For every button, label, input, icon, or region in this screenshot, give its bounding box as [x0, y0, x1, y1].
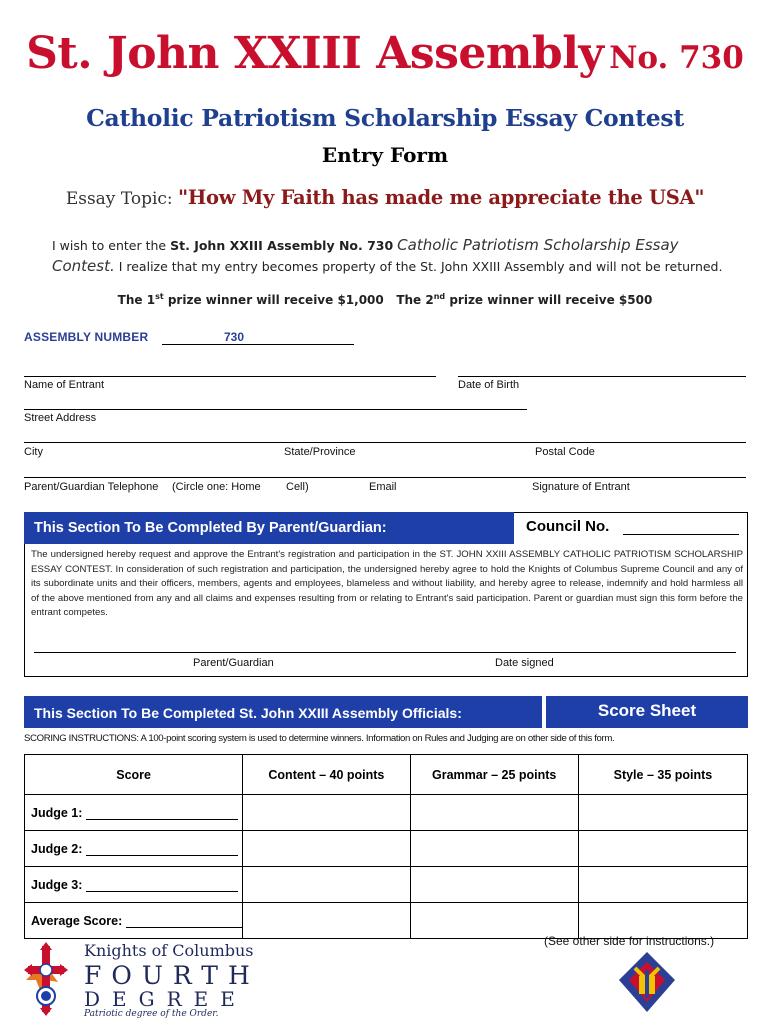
- scoring-instructions: SCORING INSTRUCTIONS: A 100-point scoring system is used to determine winners. Information on Rules and Judging are on other side of this form.: [24, 733, 615, 744]
- knights-of-columbus-logo: [22, 940, 262, 1018]
- signature-label: Signature of Entrant: [532, 481, 630, 493]
- score-sheet-header: Score Sheet: [546, 696, 748, 728]
- prize-first-sup: st: [155, 292, 164, 301]
- average-score-line[interactable]: [126, 927, 242, 928]
- judge-3-label: Judge 3:: [31, 877, 83, 892]
- city-state-postal-field[interactable]: [24, 442, 746, 443]
- form-name: Entry Form: [321, 143, 449, 167]
- judge-2-cell[interactable]: [25, 831, 243, 867]
- prize-second-a: The 2: [396, 293, 434, 307]
- officials-section-header: This Section To Be Completed St. John XXIII Assembly Officials:: [24, 696, 542, 728]
- table-row: [25, 795, 748, 831]
- score-table-header: [25, 755, 748, 795]
- col-score: Score: [25, 755, 243, 795]
- dob-field[interactable]: [458, 376, 746, 377]
- kc-line2: FOURTH: [84, 961, 260, 990]
- judge-2-label: Judge 2:: [31, 841, 83, 856]
- judge-2-style[interactable]: [578, 831, 747, 867]
- col-content: Content – 40 points: [243, 755, 410, 795]
- parent-signature-field[interactable]: [34, 652, 736, 653]
- kc-line1: Knights of Columbus: [84, 941, 254, 960]
- circle-label: (Circle one: Home: [172, 481, 261, 493]
- judge-1-line[interactable]: [86, 819, 238, 820]
- see-other-side-note: (See other side for instructions.): [544, 934, 715, 948]
- score-table: [24, 754, 748, 939]
- fourth-degree-cross-icon: [24, 942, 68, 1016]
- council-number-label: Council No.: [526, 518, 610, 535]
- release-paragraph: The undersigned hereby request and approve the Entrant's registration and participation in the ST. JOHN XXIII ASSEMBLY CATHOLIC PATRIOTISM SCHOLARSHIP ESSAY CONTEST. In consideration of such registration and participation, the undersigned hereby agree to hold the Knights of Columbus Supreme Council and any of its subordinate units and their officers, members, agents and employees, blameless and without liability, and hereby agree to release, indemnify and hold harmless all of the above mentioned from any and all claims and expenses resulting from or relating to Entrant's said participation. Parent or guardian must sign this form before the entrant competes.: [31, 549, 743, 619]
- intro-assembly-name: St. John XXIII Assembly No. 730: [170, 238, 394, 253]
- street-field[interactable]: [24, 409, 527, 410]
- intro-contest-name: Catholic Patriotism Scholarship Essay Contest.: [52, 236, 679, 275]
- judge-3-style[interactable]: [578, 867, 747, 903]
- judge-3-line[interactable]: [86, 891, 238, 892]
- judge-3-grammar[interactable]: [410, 867, 578, 903]
- name-field[interactable]: [24, 376, 436, 377]
- average-score-label: Average Score:: [31, 913, 123, 928]
- email-label: Email: [369, 481, 397, 493]
- prize-first-b: prize winner will receive $1,000: [167, 293, 384, 307]
- intro-part1: I wish to enter the: [52, 238, 167, 253]
- phone-label: Parent/Guardian Telephone: [24, 481, 159, 493]
- council-number-field[interactable]: [623, 534, 739, 535]
- col-style: Style – 35 points: [578, 755, 747, 795]
- assembly-number-label: ASSEMBLY NUMBER: [24, 330, 149, 344]
- judge-2-line[interactable]: [86, 855, 238, 856]
- table-row: [25, 831, 748, 867]
- assembly-number-value: 730: [224, 330, 245, 344]
- page-title: [0, 28, 770, 79]
- judge-1-style[interactable]: [578, 795, 747, 831]
- topic-label: Essay Topic:: [65, 189, 173, 209]
- prize-line: [0, 292, 770, 307]
- kc-line4: Patriotic degree of the Order.: [84, 1009, 219, 1018]
- judge-2-grammar[interactable]: [410, 831, 578, 867]
- col-grammar: Grammar – 25 points: [410, 755, 578, 795]
- parent-section-header: This Section To Be Completed By Parent/Guardian:: [24, 512, 514, 544]
- title-main: St. John XXIII Assembly: [26, 28, 604, 79]
- topic-value: "How My Faith has made me appreciate the USA": [178, 186, 705, 209]
- postal-label: Postal Code: [535, 446, 595, 458]
- prize-first-a: The 1: [117, 293, 156, 307]
- knights-of-columbus-emblem-icon: [617, 950, 677, 1014]
- intro-part2: I realize that my entry becomes property of the St. John XXIII Assembly and will not be returned.: [118, 259, 723, 274]
- title-number: No. 730: [609, 40, 744, 76]
- average-score-cell[interactable]: [25, 903, 243, 939]
- average-content[interactable]: [243, 903, 410, 939]
- judge-3-content[interactable]: [243, 867, 410, 903]
- street-label: Street Address: [24, 412, 97, 424]
- prize-second-sup: nd: [433, 292, 446, 301]
- city-label: City: [24, 446, 43, 458]
- phone-email-signature-field[interactable]: [24, 477, 746, 478]
- name-label: Name of Entrant: [24, 379, 105, 391]
- dob-label: Date of Birth: [458, 379, 520, 391]
- parent-label: Parent/Guardian: [193, 657, 274, 669]
- judge-1-cell[interactable]: [25, 795, 243, 831]
- judge-1-content[interactable]: [243, 795, 410, 831]
- judge-1-label: Judge 1:: [31, 805, 83, 820]
- kc-line3: DEGREE: [84, 987, 247, 1011]
- contest-subtitle: Catholic Patriotism Scholarship Essay Contest: [86, 104, 684, 132]
- table-row: [25, 867, 748, 903]
- essay-topic: [0, 186, 770, 209]
- judge-1-grammar[interactable]: [410, 795, 578, 831]
- date-signed-label: Date signed: [495, 657, 554, 669]
- prize-second-b: prize winner will receive $500: [449, 293, 653, 307]
- assembly-number-field[interactable]: [162, 344, 354, 345]
- cell-label: Cell): [286, 481, 309, 493]
- judge-2-content[interactable]: [243, 831, 410, 867]
- judge-3-cell[interactable]: [25, 867, 243, 903]
- intro-paragraph: [52, 235, 732, 277]
- state-label: State/Province: [284, 446, 356, 458]
